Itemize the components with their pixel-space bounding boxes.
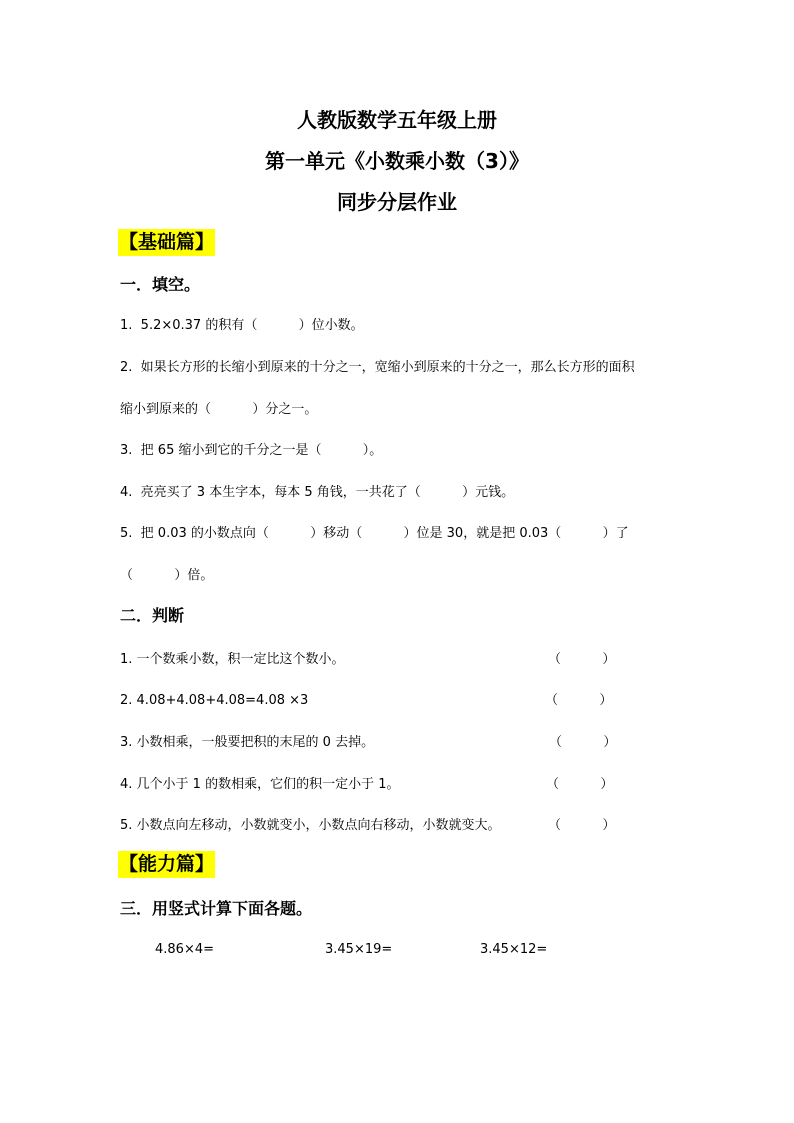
title-unit: 第一单元《小数乘小数（3）》	[265, 149, 529, 173]
calc-problem-1: 4.86×4=	[155, 942, 215, 957]
fill-item-3: 3. 把 65 缩小到它的千分之一是（ ）。	[120, 443, 383, 458]
judge-item-3: 3. 小数相乘，一般要把积的末尾的 0 去掉。	[120, 735, 375, 750]
fill-item-5: 5. 把 0.03 的小数点向（ ）移动（ ）位是 30，就是把 0.03（ ）了	[120, 526, 629, 541]
section3-heading: 三．用竖式计算下面各题。	[120, 899, 313, 918]
calc-problem-2: 3.45×19=	[325, 942, 393, 957]
fill-item-2-cont: 缩小到原来的（ ）分之一。	[120, 402, 318, 417]
title-grade: 人教版数学五年级上册	[297, 108, 497, 132]
section2-heading: 二．判断	[120, 606, 185, 625]
judge-answer-paren-5: （ ）	[548, 818, 616, 833]
judge-answer-paren-3: （ ）	[549, 735, 617, 750]
basic-section-tag: 【基础篇】	[118, 229, 215, 256]
fill-item-4: 4. 亮亮买了 3 本生字本，每本 5 角钱，一共花了（ ）元钱。	[120, 485, 515, 500]
section1-heading: 一．填空。	[120, 275, 201, 294]
ability-section-tag: 【能力篇】	[118, 851, 215, 878]
judge-item-4: 4. 几个小于 1 的数相乘，它们的积一定小于 1。	[120, 777, 400, 792]
judge-item-1: 1. 一个数乘小数，积一定比这个数小。	[120, 652, 345, 667]
fill-item-1: 1. 5.2×0.37 的积有（ ）位小数。	[120, 318, 364, 333]
judge-item-2: 2. 4.08+4.08+4.08=4.08 ×3	[120, 693, 309, 708]
judge-answer-paren-1: （ ）	[548, 652, 616, 667]
title-homework: 同步分层作业	[337, 190, 457, 214]
judge-answer-paren-2: （ ）	[545, 693, 613, 708]
judge-answer-paren-4: （ ）	[546, 777, 614, 792]
calc-problem-3: 3.45×12=	[480, 942, 548, 957]
judge-item-5: 5. 小数点向左移动，小数就变小，小数点向右移动，小数就变大。	[120, 818, 501, 833]
fill-item-2: 2. 如果长方形的长缩小到原来的十分之一，宽缩小到原来的十分之一，那么长方形的面积	[120, 360, 635, 375]
fill-item-5-cont: （ ）倍。	[120, 568, 214, 583]
